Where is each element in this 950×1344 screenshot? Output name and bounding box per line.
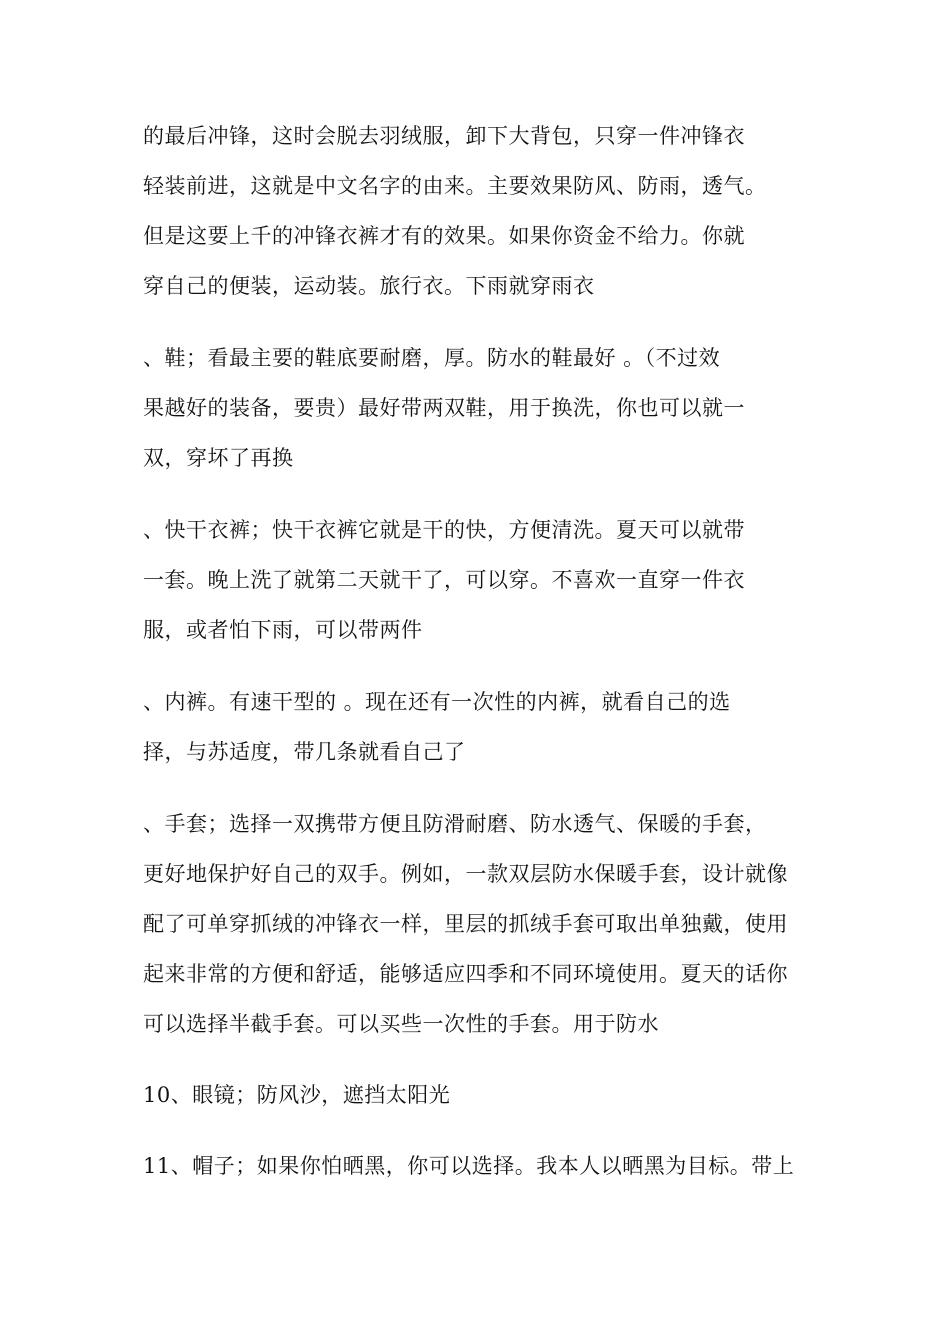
text-line: 择，与苏适度，带几条就看自己了 <box>143 740 466 764</box>
text-line: 、手套；选择一双携带方便且防滑耐磨、防水透气、保暖的手套， <box>143 812 767 836</box>
text-line: 服，或者怕下雨，可以带两件 <box>143 618 423 642</box>
text-line: 起来非常的方便和舒适，能够适应四季和不同环境使用。夏天的话你 <box>143 962 788 986</box>
text-line: 的最后冲锋，这时会脱去羽绒服，卸下大背包，只穿一件冲锋衣 <box>143 124 745 148</box>
text-line: 穿自己的便装，运动装。旅行衣。下雨就穿雨衣 <box>143 274 595 298</box>
text-line: 、鞋；看最主要的鞋底要耐磨，厚。防水的鞋最好 。（不过效 <box>143 346 721 370</box>
text-line: 可以选择半截手套。可以买些一次性的手套。用于防水 <box>143 1012 659 1036</box>
text-line: 更好地保护好自己的双手。例如，一款双层防水保暖手套，设计就像 <box>143 862 788 886</box>
text-line: 、内裤。有速干型的 。现在还有一次性的内裤，就看自己的选 <box>143 690 731 714</box>
text-line: 轻装前进，这就是中文名字的由来。主要效果防风、防雨，透气。 <box>143 174 767 198</box>
text-line: 双，穿坏了再换 <box>143 446 294 470</box>
text-line: 但是这要上千的冲锋衣裤才有的效果。如果你资金不给力。你就 <box>143 224 745 248</box>
text-line: 一套。晚上洗了就第二天就干了，可以穿。不喜欢一直穿一件衣 <box>143 568 745 592</box>
text-line: 10、眼镜；防风沙，遮挡太阳光 <box>143 1083 451 1107</box>
text-line: 果越好的装备，要贵）最好带两双鞋，用于换洗，你也可以就一 <box>143 396 745 420</box>
text-line: 配了可单穿抓绒的冲锋衣一样，里层的抓绒手套可取出单独戴，使用 <box>143 912 788 936</box>
text-line: 11、帽子；如果你怕晒黑，你可以选择。我本人以晒黑为目标。带上 <box>143 1154 795 1178</box>
text-line: 、快干衣裤；快干衣裤它就是干的快，方便清洗。夏天可以就带 <box>143 518 745 542</box>
